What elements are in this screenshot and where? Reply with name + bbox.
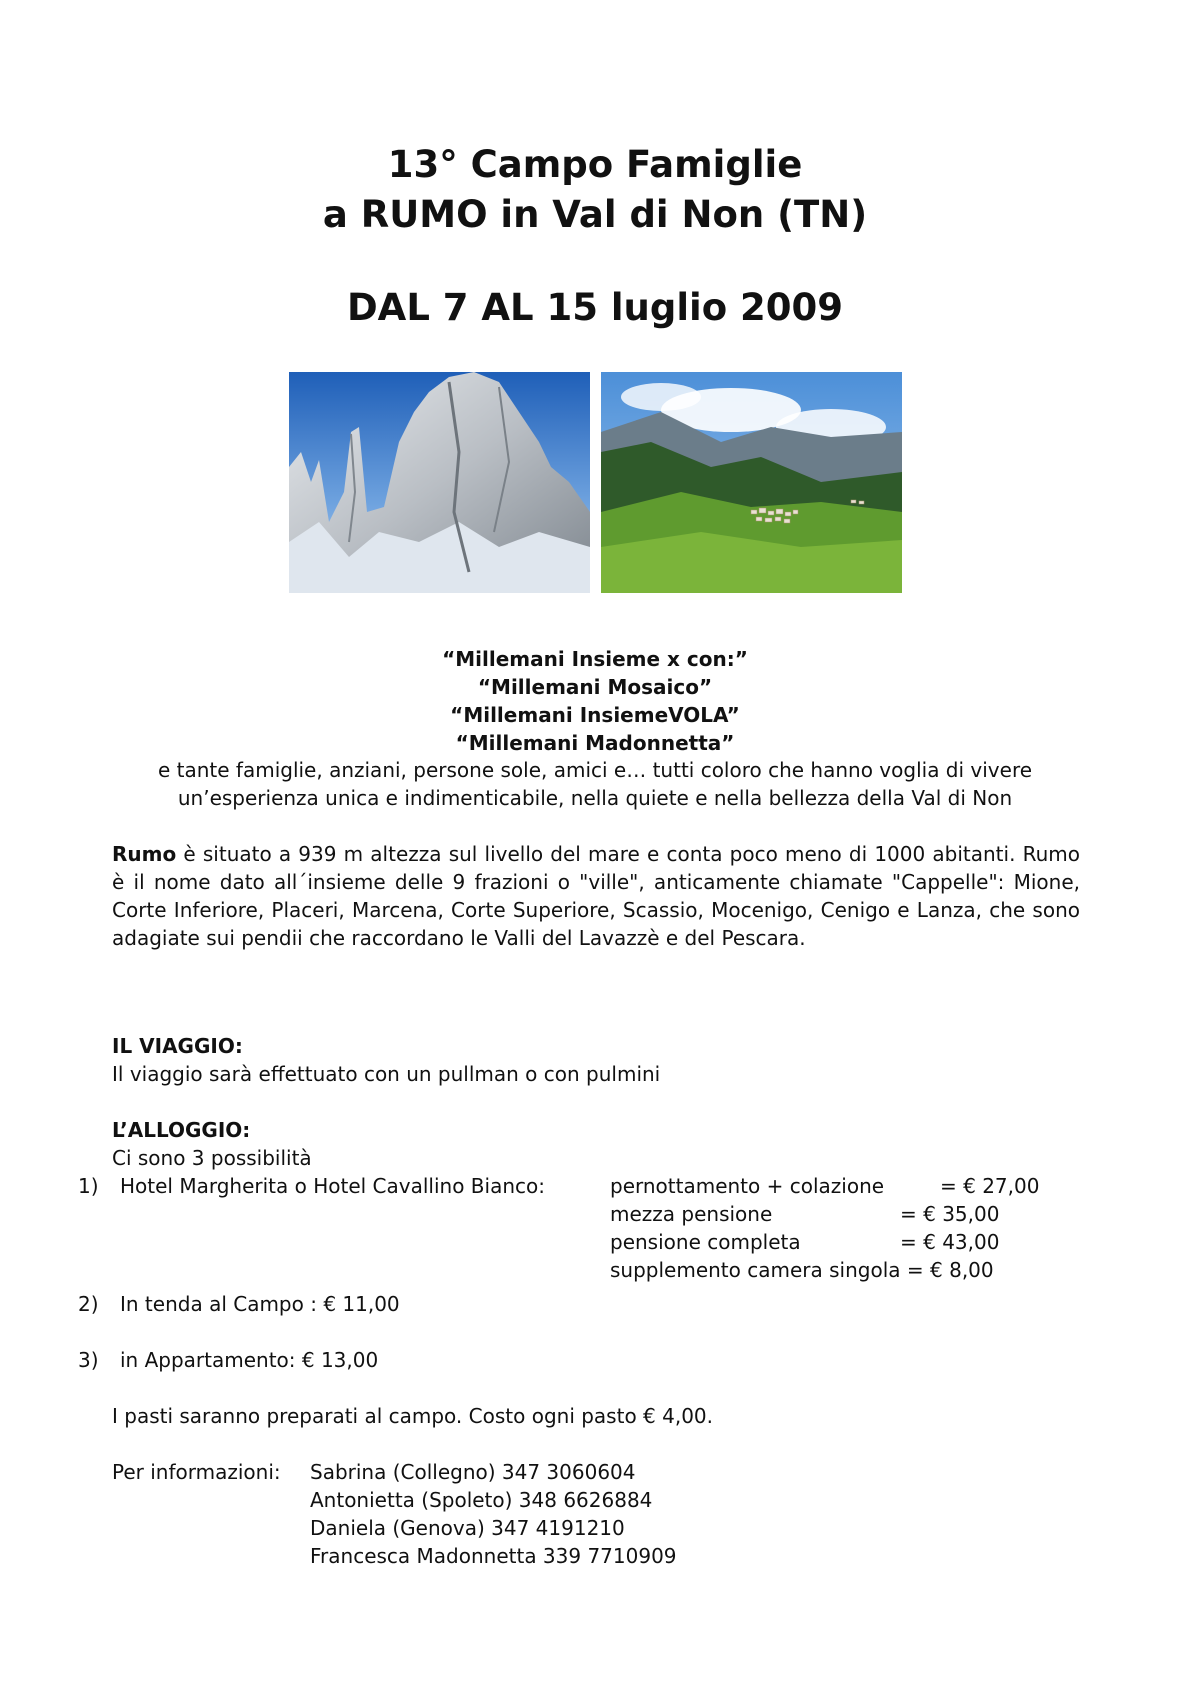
info-label: Per informazioni: <box>112 1460 281 1484</box>
viaggio-heading: IL VIAGGIO: <box>112 1034 243 1058</box>
alloggio-heading: L’ALLOGGIO: <box>112 1118 251 1142</box>
page-title <box>0 140 1190 240</box>
title-line-1: 13° Campo Famiglie <box>387 143 803 186</box>
group-item: “Millemani Insieme x con:” <box>442 647 748 671</box>
group-item: “Millemani Madonnetta” <box>455 731 735 755</box>
contact-entry: Daniela (Genova) 347 4191210 <box>310 1516 625 1540</box>
rumo-name: Rumo <box>112 842 177 866</box>
intro-text <box>0 756 1190 812</box>
contact-entry: Antonietta (Spoleto) 348 6626884 <box>310 1488 653 1512</box>
groups-list <box>0 645 1190 757</box>
option-text: Hotel Margherita o Hotel Cavallino Bianco: <box>120 1174 545 1198</box>
option-number: 3) <box>78 1348 99 1372</box>
price-value: = € 27,00 <box>940 1174 1040 1198</box>
alloggio-section <box>112 1116 312 1172</box>
viaggio-text: Il viaggio sarà effettuato con un pullman o con pulmini <box>112 1062 661 1086</box>
price-row <box>610 1172 1039 1200</box>
price-label: supplemento camera singola <box>610 1258 901 1282</box>
price-value: = € 35,00 <box>900 1202 1000 1226</box>
price-row <box>610 1256 994 1284</box>
title-line-2: a RUMO in Val di Non (TN) <box>322 193 868 236</box>
price-value: = € 43,00 <box>900 1230 1000 1254</box>
price-row <box>610 1200 999 1228</box>
option-text: In tenda al Campo : € 11,00 <box>120 1292 400 1316</box>
rumo-text: è situato a 939 m altezza sul livello del mare e conta poco meno di 1000 abitanti. Rumo è il nome dato all´insieme delle 9 frazioni o "ville", anticamente chiamate "Cappelle": Mione, Corte Inferiore, Placeri, Marcena, Corte Superiore, Scassio, Mocenigo, Cenigo e Lanza, che sono adagiate sui pendii che raccordano le Valli del Lavazzè e del Pescara. <box>112 842 1080 950</box>
price-label: pernottamento + colazione <box>610 1174 885 1198</box>
viaggio-section <box>112 1032 660 1088</box>
intro-line-2: un’esperienza unica e indimenticabile, nella quiete e nella bellezza della Val di Non <box>177 786 1013 810</box>
meals-note: I pasti saranno preparati al campo. Costo ogni pasto € 4,00. <box>112 1404 714 1428</box>
group-item: “Millemani Mosaico” <box>477 675 713 699</box>
alloggio-intro: Ci sono 3 possibilità <box>112 1146 312 1170</box>
price-row <box>610 1228 999 1256</box>
price-value: = € 8,00 <box>906 1258 994 1282</box>
option-text: in Appartamento: € 13,00 <box>120 1348 379 1372</box>
dolomites-photo <box>289 372 590 593</box>
option-number: 2) <box>78 1292 99 1316</box>
rumo-description <box>112 840 1080 952</box>
contact-entry: Sabrina (Collegno) 347 3060604 <box>310 1460 636 1484</box>
photo-strip <box>289 372 902 593</box>
option-number: 1) <box>78 1174 99 1198</box>
group-item: “Millemani InsiemeVOLA” <box>450 703 740 727</box>
valley-village-photo <box>601 372 902 593</box>
price-label: mezza pensione <box>610 1202 773 1226</box>
event-dates <box>0 283 1190 333</box>
contact-entry: Francesca Madonnetta 339 7710909 <box>310 1544 677 1568</box>
intro-line-1: e tante famiglie, anziani, persone sole, amici e… tutti coloro che hanno voglia di vivere <box>157 758 1033 782</box>
price-label: pensione completa <box>610 1230 801 1254</box>
dates-line: DAL 7 AL 15 luglio 2009 <box>346 286 844 329</box>
